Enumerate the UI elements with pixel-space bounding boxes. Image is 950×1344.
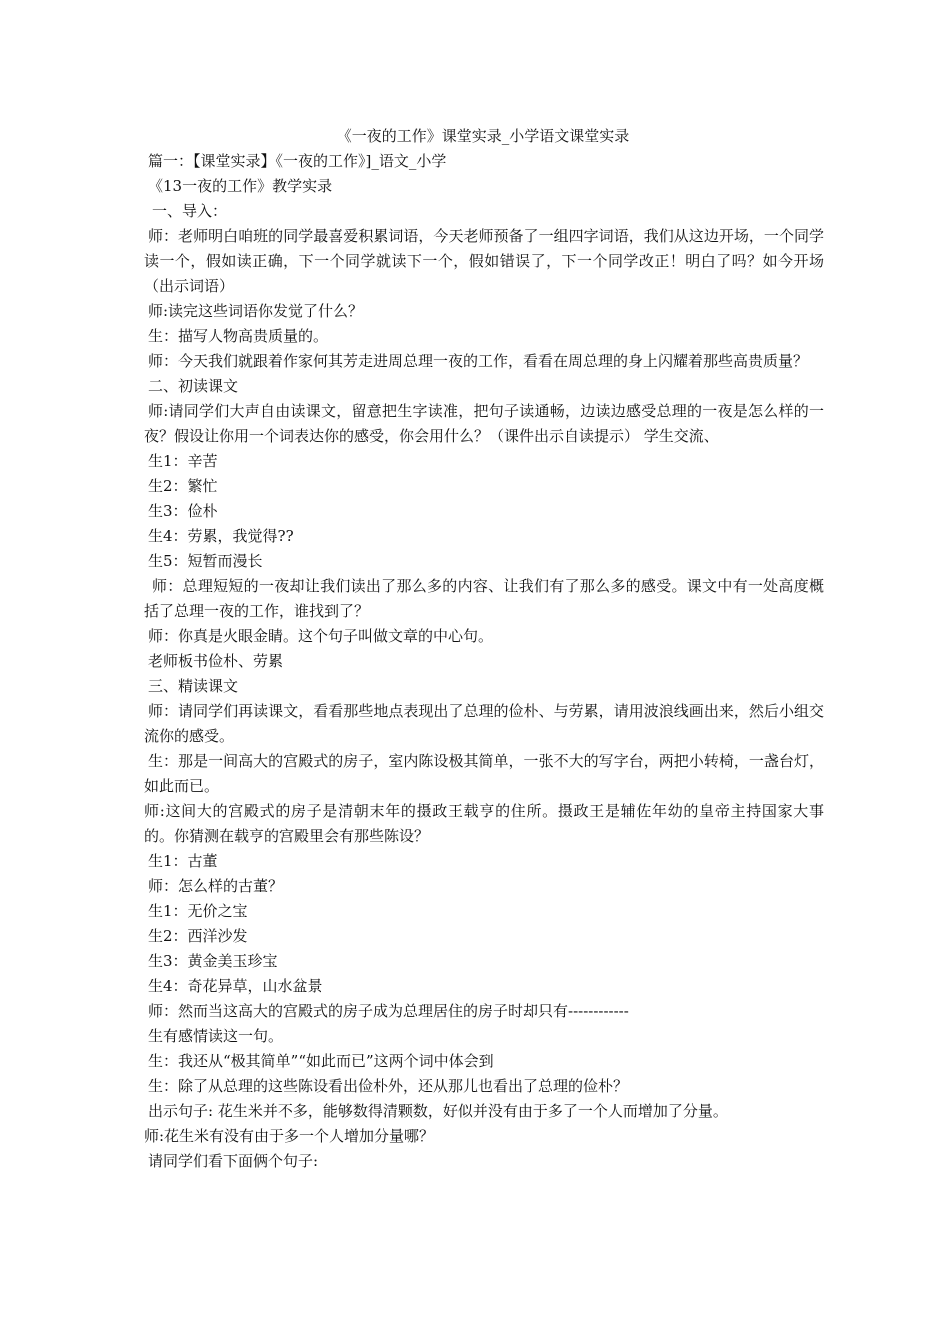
document-title: 《一夜的工作》课堂实录_小学语文课堂实录 [336,127,630,145]
paragraph: 师：怎么样的古董？ [148,877,284,895]
paragraph: 出示句子: 花生米并不多，能够数得清颗数，好似并没有由于多了一个人而增加了分量。 [148,1102,728,1120]
paragraph: 生3：俭朴 [148,502,218,520]
paragraph: 师：总理短短的一夜却让我们读出了那么多的内容、让我们有了那么多的感受。课文中有一处高度概括了总理一夜的工作，谁找到了？ [144,577,824,620]
paragraph-source-line: 篇一：【课堂实录】《一夜的工作》]_语文_小学 [148,152,447,170]
paragraph: 生：那是一间高大的宫殿式的房子，室内陈设极其简单，一张不大的写字台，两把小转椅，一盏台灯，如此而已。 [144,752,824,795]
paragraph: 生1：无价之宝 [148,902,248,920]
paragraph: 师:花生米有没有由于多一个人增加分量哪？ [144,1127,435,1145]
section-heading-intro: 一、导入： [152,202,228,220]
paragraph: 生1：辛苦 [148,452,218,470]
paragraph: 师：老师明白咱班的同学最喜爱积累词语，今天老师预备了一组四字词语，我们从这边开场，一个同学读一个，假如读正确，下一个同学就读下一个，假如错误了，下一个同学改正！明白了吗？如今开场（出示词语） [144,227,824,295]
paragraph: 生有感情读这一句。 [148,1027,284,1045]
paragraph: 师：你真是火眼金睛。这个句子叫做文章的中心句。 [148,627,494,645]
paragraph: 师：请同学们再读课文，看看那些地点表现出了总理的俭朴、与劳累，请用波浪线画出来，然后小组交流你的感受。 [144,702,824,745]
paragraph: 生：除了从总理的这些陈设看出俭朴外，还从那儿也看出了总理的俭朴？ [148,1077,629,1095]
paragraph: 生4：劳累，我觉得?? [148,527,294,545]
paragraph: 师：今天我们就跟着作家何其芳走进周总理一夜的工作，看看在周总理的身上闪耀着那些高贵质量？ [148,352,809,370]
paragraph: 师:读完这些词语你发觉了什么？ [148,302,364,320]
paragraph: 生3：黄金美玉珍宝 [148,952,278,970]
paragraph: 师:这间大的宫殿式的房子是清朝末年的摄政王载亨的住所。摄政王是辅佐年幼的皇帝主持国家大事的。你猜测在载亨的宫殿里会有那些陈设？ [144,802,824,845]
paragraph: 生：我还从“极其简单”“如此而已”这两个词中体会到 [148,1052,494,1070]
section-heading-close-reading: 三、精读课文 [148,677,239,695]
paragraph: 生5：短暂而漫长 [148,552,263,570]
paragraph: 师：然而当这高大的宫殿式的房子成为总理居住的房子时却只有------------ [148,1002,629,1020]
section-heading-first-reading: 二、初读课文 [148,377,239,395]
paragraph: 生4：奇花异草，山水盆景 [148,977,323,995]
paragraph: 生：描写人物高贵质量的。 [148,327,329,345]
document-page [144,124,824,1174]
paragraph: 请同学们看下面俩个句子: [148,1152,319,1170]
paragraph: 生2：繁忙 [148,477,218,495]
paragraph: 师:请同学们大声自由读课文，留意把生字读准，把句子读通畅，边读边感受总理的一夜是怎么样的一夜？假设让你用一个词表达你的感受，你会用什么？（课件出示自读提示） 学生交流、 [144,402,824,445]
paragraph-subtitle: 《13一夜的工作》教学实录 [148,177,333,195]
paragraph: 老师板书俭朴、劳累 [148,652,284,670]
paragraph: 生2：西洋沙发 [148,927,248,945]
paragraph: 生1：古董 [148,852,218,870]
